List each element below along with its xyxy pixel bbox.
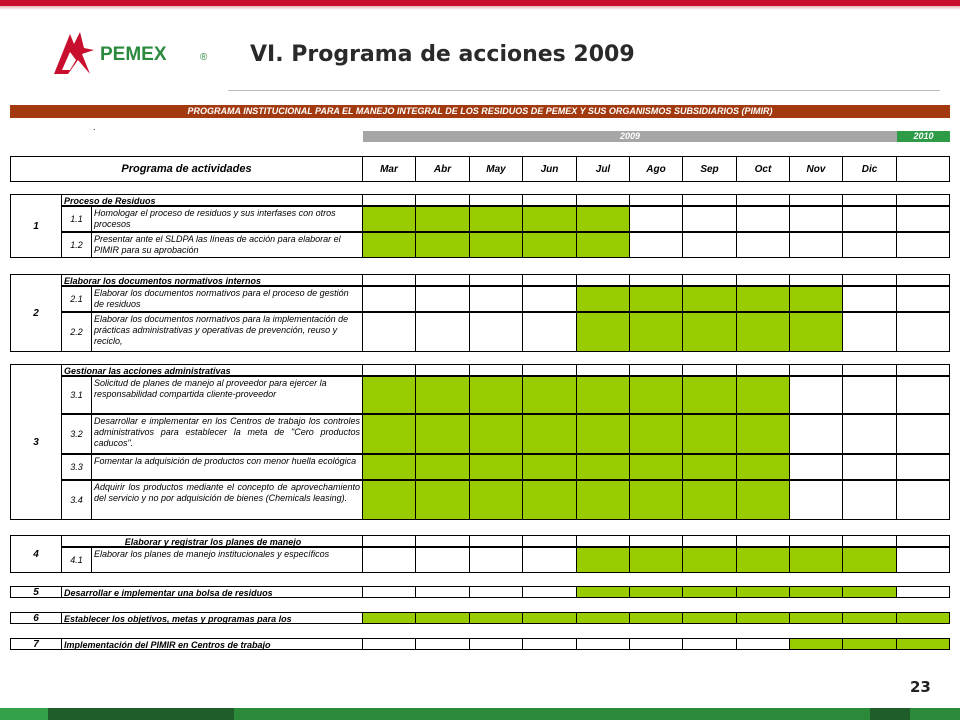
activity-row-1-2-text: Presentar ante el SLDPA las líneas de acción para elaborar el PIMIR para su aprobación — [92, 232, 363, 258]
section-6-title-row-month-cell-8 — [737, 612, 790, 624]
year-2010-bar: 2010 — [897, 131, 950, 142]
section-1-title-row-month-cell-3 — [470, 194, 523, 206]
activity-row-3-3-month-cell-8 — [737, 454, 790, 480]
year-2009-bar: 2009 — [363, 131, 897, 142]
section-4-title-row-month-cell-10 — [843, 535, 897, 547]
activity-row-3-3-month-cell-6 — [630, 454, 683, 480]
section-2-title-row-month-cell-3 — [470, 274, 523, 286]
activity-row-2-1-month-cell-4 — [523, 286, 577, 312]
activity-row-1-1-month-cell-8 — [737, 206, 790, 232]
section-5-title-row-month-cell-8 — [737, 586, 790, 598]
section-3-title-row-month-cell-8 — [737, 364, 790, 376]
header-month-oct: Oct — [737, 156, 790, 182]
activity-row-1-2-month-cell-4 — [523, 232, 577, 258]
section-5-title-row-month-cell-2 — [416, 586, 470, 598]
activity-row-2-2-month-cell-5 — [577, 312, 630, 352]
activity-row-1-1-number: 1.1 — [62, 206, 92, 232]
activity-row-2-2-month-cell-2 — [416, 312, 470, 352]
activity-row-2-2-month-cell-4 — [523, 312, 577, 352]
activity-row-1-1-text: Homologar el proceso de residuos y sus interfases con otros procesos — [92, 206, 363, 232]
section-2-title-row-month-cell-1 — [363, 274, 416, 286]
section-2-title-row-month-cell-6 — [630, 274, 683, 286]
activity-row-4-1-month-cell-4 — [523, 547, 577, 573]
section-1-number: 1 — [10, 194, 62, 258]
activity-row-4-1-month-cell-2 — [416, 547, 470, 573]
section-4-number: 4 — [10, 535, 62, 573]
section-4-title-row-month-cell-3 — [470, 535, 523, 547]
section-2-title-row-month-cell-2 — [416, 274, 470, 286]
section-5-title-row-month-cell-6 — [630, 586, 683, 598]
section-5-number: 5 — [10, 586, 62, 598]
header-month-may: May — [470, 156, 523, 182]
section-1-title-row-month-cell-8 — [737, 194, 790, 206]
activity-row-1-2-month-cell-7 — [683, 232, 737, 258]
section-4-title-row-month-cell-6 — [630, 535, 683, 547]
activity-row-3-4-month-cell-6 — [630, 480, 683, 520]
activity-row-1-2-month-cell-1 — [363, 232, 416, 258]
header-month-jun: Jun — [523, 156, 577, 182]
header-month-dic: Dic — [843, 156, 897, 182]
section-5-title-row-month-cell-9 — [790, 586, 843, 598]
activity-row-3-2-month-cell-4 — [523, 414, 577, 454]
activity-row-3-2-month-cell-11 — [897, 414, 950, 454]
activity-row-2-1-month-cell-3 — [470, 286, 523, 312]
section-7-title-row-month-cell-4 — [523, 638, 577, 650]
section-5-title-row-month-cell-1 — [363, 586, 416, 598]
activity-row-1-1-month-cell-4 — [523, 206, 577, 232]
activity-row-4-1-text: Elaborar los planes de manejo institucionales y específicos — [92, 547, 363, 573]
section-2-title: Elaborar los documentos normativos internos — [62, 274, 363, 286]
activity-row-3-1-month-cell-2 — [416, 376, 470, 414]
activity-row-1-1-month-cell-10 — [843, 206, 897, 232]
activity-row-3-3-month-cell-10 — [843, 454, 897, 480]
section-3-title: Gestionar las acciones administrativas — [62, 364, 363, 376]
activity-row-3-2-number: 3.2 — [62, 414, 92, 454]
activity-row-3-2-month-cell-5 — [577, 414, 630, 454]
activity-row-3-3-month-cell-3 — [470, 454, 523, 480]
section-7-title-row-month-cell-10 — [843, 638, 897, 650]
program-banner: PROGRAMA INSTITUCIONAL PARA EL MANEJO INTEGRAL DE LOS RESIDUOS DE PEMEX Y SUS ORGANISMOS SUBSIDIARIOS (PIMIR) — [10, 105, 950, 118]
activity-row-3-2-month-cell-7 — [683, 414, 737, 454]
activity-row-3-4-month-cell-10 — [843, 480, 897, 520]
activity-row-2-2-text: Elaborar los documentos normativos para la implementación de prácticas administrativas y operativas de prevención, reuso y reciclo, — [92, 312, 363, 352]
section-2-title-row-month-cell-4 — [523, 274, 577, 286]
activity-row-3-4-text: Adquirir los productos mediante el concepto de aprovechamiento del servicio y no por adquisición de bienes (Chemicals leasing). — [92, 480, 363, 520]
section-2-title-row-month-cell-7 — [683, 274, 737, 286]
section-3-title-row-month-cell-5 — [577, 364, 630, 376]
activity-row-4-1-month-cell-10 — [843, 547, 897, 573]
section-6-title-row-month-cell-2 — [416, 612, 470, 624]
header-month-ago: Ago — [630, 156, 683, 182]
activity-row-3-1-text: Solicitud de planes de manejo al proveedor para ejercer la responsabilidad compartida cliente-proveedor — [92, 376, 363, 414]
activity-row-3-4-month-cell-7 — [683, 480, 737, 520]
section-1-title-row-month-cell-6 — [630, 194, 683, 206]
activity-row-3-4-number: 3.4 — [62, 480, 92, 520]
activity-row-2-1-month-cell-6 — [630, 286, 683, 312]
header-month-abr: Abr — [416, 156, 470, 182]
activity-row-3-1-month-cell-7 — [683, 376, 737, 414]
header-month-sep: Sep — [683, 156, 737, 182]
activity-row-1-1-month-cell-1 — [363, 206, 416, 232]
activity-row-3-3-month-cell-4 — [523, 454, 577, 480]
header-month-nov: Nov — [790, 156, 843, 182]
section-1-title-row-month-cell-7 — [683, 194, 737, 206]
section-7-title-row-month-cell-9 — [790, 638, 843, 650]
activity-row-3-4-month-cell-4 — [523, 480, 577, 520]
activity-row-3-2-month-cell-9 — [790, 414, 843, 454]
activity-row-1-1-month-cell-2 — [416, 206, 470, 232]
activity-row-1-2-month-cell-8 — [737, 232, 790, 258]
activity-row-1-2-month-cell-5 — [577, 232, 630, 258]
activity-row-3-3-month-cell-7 — [683, 454, 737, 480]
footer-segment-light — [0, 708, 48, 720]
activity-row-3-3-month-cell-5 — [577, 454, 630, 480]
section-4-title: Elaborar y registrar los planes de manejo — [62, 535, 363, 547]
section-7-title-row-month-cell-1 — [363, 638, 416, 650]
section-3-title-row-month-cell-2 — [416, 364, 470, 376]
activity-row-1-1-month-cell-9 — [790, 206, 843, 232]
activity-row-3-2-month-cell-2 — [416, 414, 470, 454]
section-1-title-row-month-cell-1 — [363, 194, 416, 206]
activity-row-1-2-month-cell-10 — [843, 232, 897, 258]
activity-row-2-1-month-cell-5 — [577, 286, 630, 312]
section-6-number: 6 — [10, 612, 62, 624]
section-5-title-row-month-cell-10 — [843, 586, 897, 598]
activity-row-3-2-month-cell-1 — [363, 414, 416, 454]
section-3-title-row-month-cell-7 — [683, 364, 737, 376]
slide-title: VI. Programa de acciones 2009 — [250, 42, 635, 67]
section-5-title-row-month-cell-7 — [683, 586, 737, 598]
activity-row-3-1-month-cell-8 — [737, 376, 790, 414]
activity-row-3-4-month-cell-8 — [737, 480, 790, 520]
section-1-title: Proceso de Residuos — [62, 194, 363, 206]
section-7-title-row-month-cell-11 — [897, 638, 950, 650]
activity-row-2-1-number: 2.1 — [62, 286, 92, 312]
activity-row-2-1-month-cell-2 — [416, 286, 470, 312]
activity-row-3-2-month-cell-8 — [737, 414, 790, 454]
section-3-title-row-month-cell-1 — [363, 364, 416, 376]
activity-row-3-2-month-cell-3 — [470, 414, 523, 454]
section-6-title-row-month-cell-1 — [363, 612, 416, 624]
activity-row-3-4-month-cell-11 — [897, 480, 950, 520]
section-5-title-row-month-cell-5 — [577, 586, 630, 598]
activity-row-2-2-month-cell-11 — [897, 312, 950, 352]
activity-row-4-1-month-cell-7 — [683, 547, 737, 573]
activity-row-1-1-month-cell-6 — [630, 206, 683, 232]
section-2-title-row-month-cell-10 — [843, 274, 897, 286]
section-5-title-row-month-cell-11 — [897, 586, 950, 598]
activity-row-1-1-month-cell-11 — [897, 206, 950, 232]
header-activities-cell: Programa de actividades — [10, 156, 363, 182]
section-7-title-row-month-cell-5 — [577, 638, 630, 650]
activity-row-4-1-number: 4.1 — [62, 547, 92, 573]
section-6-title-row-month-cell-3 — [470, 612, 523, 624]
activity-row-3-3-number: 3.3 — [62, 454, 92, 480]
activity-row-2-2-month-cell-1 — [363, 312, 416, 352]
stray-dot: . — [93, 122, 96, 132]
activity-row-3-3-month-cell-11 — [897, 454, 950, 480]
activity-row-3-4-month-cell-1 — [363, 480, 416, 520]
activity-row-1-2-month-cell-2 — [416, 232, 470, 258]
activity-row-4-1-month-cell-3 — [470, 547, 523, 573]
activity-row-2-1-month-cell-7 — [683, 286, 737, 312]
activity-row-4-1-month-cell-9 — [790, 547, 843, 573]
section-2-title-row-month-cell-8 — [737, 274, 790, 286]
page-number: 23 — [910, 678, 931, 696]
header-month-mar: Mar — [363, 156, 416, 182]
section-5-title: Desarrollar e implementar una bolsa de residuos — [62, 586, 363, 598]
activity-row-2-2-month-cell-9 — [790, 312, 843, 352]
section-6-title-row-month-cell-6 — [630, 612, 683, 624]
section-3-title-row-month-cell-9 — [790, 364, 843, 376]
activity-row-1-1-month-cell-3 — [470, 206, 523, 232]
section-6-title: Establecer los objetivos, metas y programas para los — [62, 612, 363, 624]
section-6-title-row-month-cell-4 — [523, 612, 577, 624]
section-3-title-row-month-cell-4 — [523, 364, 577, 376]
section-7-number: 7 — [10, 638, 62, 650]
activity-row-3-3-month-cell-2 — [416, 454, 470, 480]
section-1-title-row-month-cell-9 — [790, 194, 843, 206]
activity-row-2-2-month-cell-3 — [470, 312, 523, 352]
section-3-title-row-month-cell-3 — [470, 364, 523, 376]
section-6-title-row-month-cell-11 — [897, 612, 950, 624]
footer-segment-dark-right — [870, 708, 910, 720]
activity-row-3-4-month-cell-3 — [470, 480, 523, 520]
activity-row-3-1-number: 3.1 — [62, 376, 92, 414]
activity-row-2-1-month-cell-11 — [897, 286, 950, 312]
activity-row-2-2-month-cell-8 — [737, 312, 790, 352]
activity-row-2-2-month-cell-6 — [630, 312, 683, 352]
section-3-number: 3 — [10, 364, 62, 520]
activity-row-1-2-month-cell-9 — [790, 232, 843, 258]
section-1-title-row-month-cell-4 — [523, 194, 577, 206]
activity-row-3-2-month-cell-6 — [630, 414, 683, 454]
activity-row-3-1-month-cell-9 — [790, 376, 843, 414]
header-month-jul: Jul — [577, 156, 630, 182]
activity-row-1-2-month-cell-11 — [897, 232, 950, 258]
activity-row-3-1-month-cell-10 — [843, 376, 897, 414]
activity-row-1-2-month-cell-3 — [470, 232, 523, 258]
activity-row-3-1-month-cell-5 — [577, 376, 630, 414]
section-4-title-row-month-cell-7 — [683, 535, 737, 547]
activity-row-3-1-month-cell-11 — [897, 376, 950, 414]
section-2-number: 2 — [10, 274, 62, 352]
section-2-title-row-month-cell-9 — [790, 274, 843, 286]
section-6-title-row-month-cell-5 — [577, 612, 630, 624]
activity-row-3-3-month-cell-1 — [363, 454, 416, 480]
section-4-title-row-month-cell-4 — [523, 535, 577, 547]
activity-row-4-1-month-cell-5 — [577, 547, 630, 573]
section-5-title-row-month-cell-3 — [470, 586, 523, 598]
activity-row-2-1-month-cell-10 — [843, 286, 897, 312]
activity-row-3-1-month-cell-4 — [523, 376, 577, 414]
section-6-title-row-month-cell-10 — [843, 612, 897, 624]
activity-row-1-2-month-cell-6 — [630, 232, 683, 258]
footer-segment-dark — [48, 708, 234, 720]
section-1-title-row-month-cell-11 — [897, 194, 950, 206]
section-1-title-row-month-cell-10 — [843, 194, 897, 206]
activity-row-3-1-month-cell-1 — [363, 376, 416, 414]
section-7-title-row-month-cell-2 — [416, 638, 470, 650]
activity-row-3-1-month-cell-6 — [630, 376, 683, 414]
activity-row-3-3-month-cell-9 — [790, 454, 843, 480]
section-5-title-row-month-cell-4 — [523, 586, 577, 598]
activity-row-3-1-month-cell-3 — [470, 376, 523, 414]
section-3-title-row-month-cell-11 — [897, 364, 950, 376]
logo-registered-mark: ® — [200, 52, 208, 63]
section-1-title-row-month-cell-2 — [416, 194, 470, 206]
section-7-title-row-month-cell-3 — [470, 638, 523, 650]
section-3-title-row-month-cell-6 — [630, 364, 683, 376]
activity-row-3-3-text: Fomentar la adquisición de productos con menor huella ecológica — [92, 454, 363, 480]
section-4-title-row-month-cell-9 — [790, 535, 843, 547]
section-3-title-row-month-cell-10 — [843, 364, 897, 376]
section-4-title-row-month-cell-1 — [363, 535, 416, 547]
section-4-title-row-month-cell-8 — [737, 535, 790, 547]
section-4-title-row-month-cell-5 — [577, 535, 630, 547]
activity-row-2-2-number: 2.2 — [62, 312, 92, 352]
activity-row-4-1-month-cell-6 — [630, 547, 683, 573]
header-month-2010 — [897, 156, 950, 182]
activity-row-1-1-month-cell-5 — [577, 206, 630, 232]
activity-row-1-2-number: 1.2 — [62, 232, 92, 258]
activity-row-2-1-month-cell-8 — [737, 286, 790, 312]
section-6-title-row-month-cell-7 — [683, 612, 737, 624]
section-4-title-row-month-cell-2 — [416, 535, 470, 547]
section-6-title-row-month-cell-9 — [790, 612, 843, 624]
activity-row-4-1-month-cell-8 — [737, 547, 790, 573]
activity-row-2-1-month-cell-1 — [363, 286, 416, 312]
activity-row-2-2-month-cell-7 — [683, 312, 737, 352]
section-2-title-row-month-cell-11 — [897, 274, 950, 286]
activity-row-4-1-month-cell-11 — [897, 547, 950, 573]
activity-row-2-2-month-cell-10 — [843, 312, 897, 352]
section-7-title-row-month-cell-6 — [630, 638, 683, 650]
activity-row-4-1-month-cell-1 — [363, 547, 416, 573]
section-7-title: Implementación del PIMIR en Centros de trabajo — [62, 638, 363, 650]
activity-row-3-2-text: Desarrollar e implementar en los Centros de trabajo los controles administrativos para establecer la meta de "Cero productos caducos". — [92, 414, 363, 454]
section-7-title-row-month-cell-7 — [683, 638, 737, 650]
logo-wordmark: PEMEX — [100, 44, 167, 65]
section-2-title-row-month-cell-5 — [577, 274, 630, 286]
activity-row-2-1-month-cell-9 — [790, 286, 843, 312]
activity-row-3-2-month-cell-10 — [843, 414, 897, 454]
activity-row-1-1-month-cell-7 — [683, 206, 737, 232]
activity-row-3-4-month-cell-5 — [577, 480, 630, 520]
activity-row-3-4-month-cell-2 — [416, 480, 470, 520]
section-4-title-row-month-cell-11 — [897, 535, 950, 547]
section-1-title-row-month-cell-5 — [577, 194, 630, 206]
activity-row-2-1-text: Elaborar los documentos normativos para el proceso de gestión de residuos — [92, 286, 363, 312]
section-7-title-row-month-cell-8 — [737, 638, 790, 650]
activity-row-3-4-month-cell-9 — [790, 480, 843, 520]
